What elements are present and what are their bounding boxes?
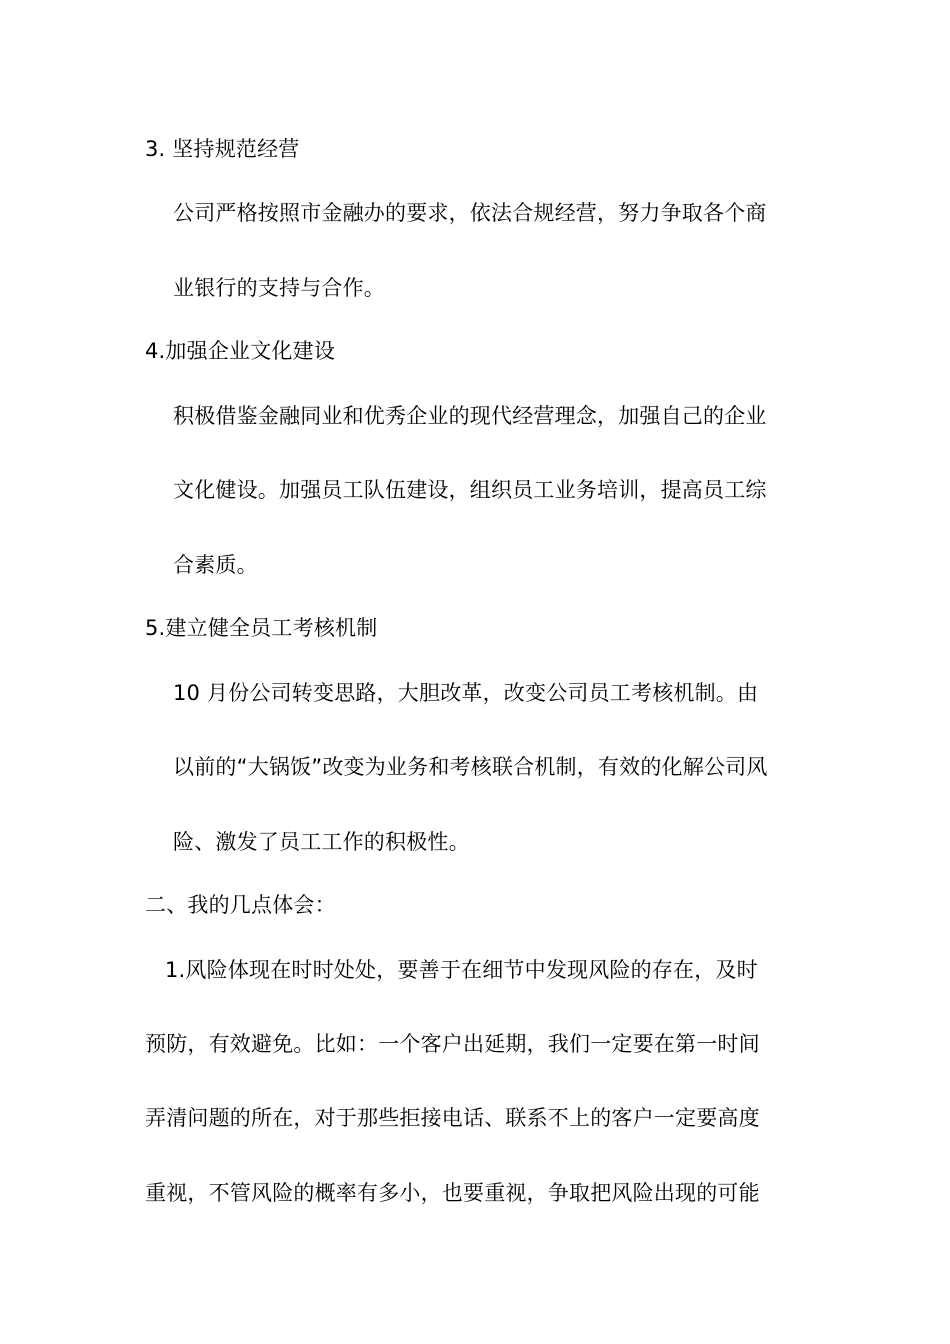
section-5-body-line-2: 以前的“大锅饭”改变为业务和考核联合机制，有效的化解公司风 — [173, 755, 768, 779]
section-3-heading: 3. 坚持规范经营 — [145, 137, 300, 161]
part-2-item-1-line-2: 预防，有效避免。比如：一个客户出延期，我们一定要在第一时间 — [145, 1032, 760, 1056]
section-5-body-line-1: 10 月份公司转变思路，大胆改革，改变公司员工考核机制。由 — [173, 681, 759, 705]
part-2-heading: 二、我的几点体会： — [145, 893, 336, 917]
part-2-item-1-line-4: 重视，不管风险的概率有多小，也要重视，争取把风险出现的可能 — [145, 1181, 760, 1205]
section-4-heading: 4.加强企业文化建设 — [145, 339, 336, 363]
section-4-body-line-3: 合素质。 — [173, 553, 258, 577]
section-3-body-line-2: 业银行的支持与合作。 — [173, 276, 385, 300]
section-5-body-line-3: 险、激发了员工工作的积极性。 — [173, 830, 470, 854]
section-4-body-line-2: 文化健设。加强员工队伍建设，组织员工业务培训，提高员工综 — [173, 478, 767, 502]
part-2-item-1-line-3: 弄清问题的所在，对于那些拒接电话、联系不上的客户一定要高度 — [145, 1106, 760, 1130]
section-5-heading: 5.建立健全员工考核机制 — [145, 616, 378, 640]
section-4-body-line-1: 积极借鉴金融同业和优秀企业的现代经营理念，加强自己的企业 — [173, 404, 767, 428]
part-2-item-1-line-1: 1.风险体现在时时处处，要善于在细节中发现风险的存在，及时 — [165, 958, 758, 982]
section-3-body-line-1: 公司严格按照市金融办的要求，依法合规经营，努力争取各个商 — [173, 201, 767, 225]
